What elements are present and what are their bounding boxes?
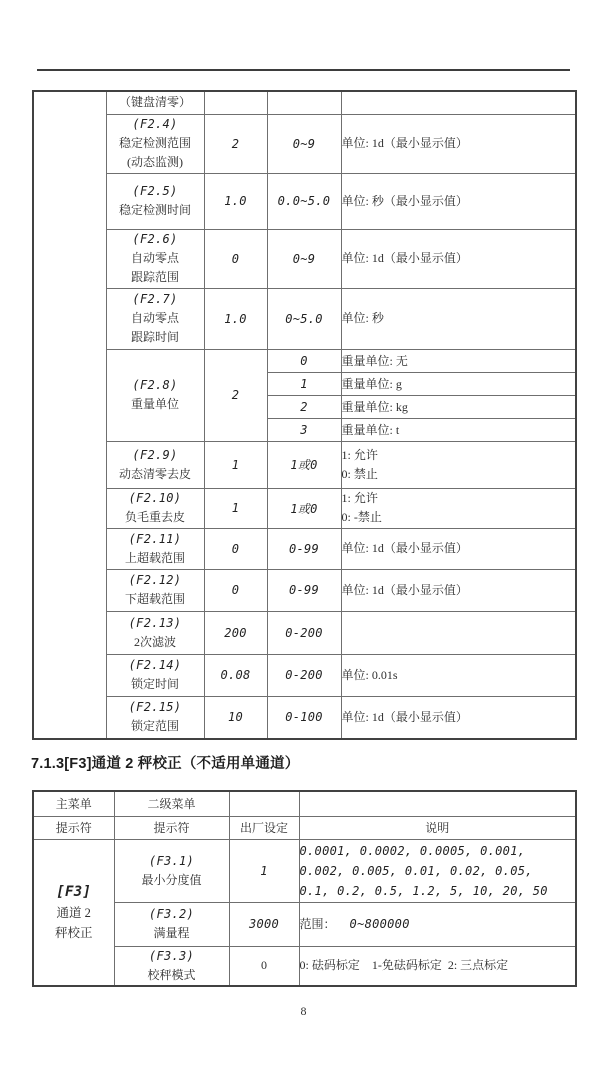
- description-cell: [299, 839, 576, 902]
- table-row: [33, 611, 576, 654]
- range-cell: 1或0: [267, 488, 341, 528]
- description-cell: [341, 114, 576, 173]
- param-name: 2次滤波: [133, 634, 176, 649]
- param-name: (动态监测): [127, 155, 183, 169]
- param-code: (F2.7): [132, 292, 178, 306]
- option-desc-cell: 重量单位: t: [341, 418, 576, 441]
- description-cell: [299, 902, 576, 946]
- range-cell: 0-100: [267, 696, 341, 739]
- header-main-menu: 主菜单: [33, 791, 114, 816]
- option-code-cell: 3: [267, 418, 341, 441]
- description-line: 单位: 1d（最小显示值）: [341, 251, 468, 265]
- param-name: （键盘清零）: [118, 95, 191, 110]
- header-sub-menu: 二级菜单: [114, 791, 229, 816]
- range-value: 0~800000: [349, 917, 410, 931]
- range-cell: 0-99: [267, 528, 341, 569]
- main-menu-code: [F3]: [56, 884, 92, 900]
- table-row: [33, 696, 576, 739]
- param-code: (F2.5): [132, 184, 178, 198]
- table-row: [33, 114, 576, 173]
- description-line: 单位: 秒: [341, 311, 384, 325]
- table-row: [33, 173, 576, 229]
- param-name: 跟踪时间: [130, 330, 179, 344]
- description-cell: [341, 611, 576, 654]
- param-name-cell: [106, 91, 204, 114]
- param-code: (F3.3): [148, 948, 195, 963]
- description-line: 1: 允许: [341, 447, 378, 462]
- param-code: (F2.10): [128, 491, 182, 505]
- param-code: (F2.11): [128, 531, 182, 546]
- default-value-cell: 10: [204, 696, 267, 739]
- description-cell: [341, 528, 576, 569]
- param-code: (F2.8): [132, 378, 178, 392]
- default-value-cell: 1: [204, 488, 267, 528]
- param-code: (F3.2): [148, 907, 195, 921]
- table-row: [33, 902, 576, 946]
- range-cell: [267, 91, 341, 114]
- table-row: [33, 288, 576, 349]
- description-cell: [299, 946, 576, 986]
- description-line: 单位: 1d（最小显示值）: [341, 136, 468, 150]
- main-menu-name: 秤校正: [54, 926, 93, 940]
- param-name-cell: [114, 902, 229, 946]
- param-code: (F2.12): [128, 573, 182, 587]
- range-cell: 0-200: [267, 654, 341, 696]
- param-name: 负毛重去皮: [124, 510, 185, 524]
- table-row: [33, 569, 576, 611]
- table-row: [33, 488, 576, 528]
- param-code: (F3.1): [148, 853, 195, 868]
- param-name: 自动零点: [130, 251, 179, 265]
- table-row: [33, 229, 576, 288]
- param-name-cell: [106, 654, 204, 696]
- header-empty-cell: [299, 791, 576, 816]
- description-cell: [341, 288, 576, 349]
- param-name: 上超载范围: [124, 550, 185, 565]
- default-value-cell: 200: [204, 611, 267, 654]
- header-factory-setting: 出厂设定: [229, 816, 299, 839]
- description-line: 0.1, 0.2, 0.5, 1.2, 5, 10, 20, 50: [299, 883, 548, 898]
- param-name: 动态清零去皮: [118, 466, 191, 481]
- default-value-cell: 0: [204, 229, 267, 288]
- option-code-cell: 0: [267, 349, 341, 372]
- description-line: 单位: 1d（最小显示值）: [341, 709, 468, 724]
- description-line: 0: 砝码标定 1-免砝码标定 2: 三点标定: [299, 958, 509, 972]
- description-line: 0: -禁止: [341, 510, 382, 524]
- param-name: 自动零点: [130, 311, 179, 325]
- table-row: [33, 946, 576, 986]
- param-code: (F2.6): [132, 232, 178, 246]
- default-value-cell: 2: [204, 349, 267, 441]
- description-cell: [341, 173, 576, 229]
- table-row: [33, 349, 576, 372]
- range-cell: 0~5.0: [267, 288, 341, 349]
- parameter-table-f2: [32, 90, 577, 740]
- range-cell: 0~9: [267, 114, 341, 173]
- description-line: 0.0001, 0.0002, 0.0005, 0.001,: [299, 843, 526, 858]
- default-value-cell: 0: [229, 946, 299, 986]
- param-code: (F2.4): [132, 117, 178, 131]
- option-code-cell: 1: [267, 372, 341, 395]
- param-name-cell: [106, 349, 204, 441]
- default-value-cell: 0.08: [204, 654, 267, 696]
- param-name-cell: [106, 569, 204, 611]
- header-description: 说明: [299, 816, 576, 839]
- param-code: (F2.14): [128, 658, 182, 672]
- param-name-cell: [106, 441, 204, 488]
- option-code-cell: 2: [267, 395, 341, 418]
- param-name-cell: [114, 839, 229, 902]
- description-line: 0.002, 0.005, 0.01, 0.02, 0.05,: [299, 863, 533, 878]
- header-prompt: 提示符: [33, 816, 114, 839]
- table-header-row: [33, 791, 576, 816]
- table-row: [33, 654, 576, 696]
- table-row: [33, 441, 576, 488]
- page-number: 8: [300, 1004, 307, 1018]
- param-name: 最小分度值: [141, 872, 202, 887]
- parameter-table-f3: [32, 790, 577, 987]
- main-menu-name: 通道 2: [56, 906, 91, 920]
- range-cell: 0.0~5.0: [267, 173, 341, 229]
- param-code: (F2.15): [128, 700, 182, 715]
- main-menu-cell: [33, 839, 114, 986]
- default-value-cell: 0: [204, 528, 267, 569]
- param-name: 稳定检测时间: [118, 203, 191, 217]
- param-name-cell: [106, 528, 204, 569]
- description-line: 1: 允许: [341, 491, 378, 505]
- table-header-row: [33, 816, 576, 839]
- option-desc-cell: 重量单位: kg: [341, 395, 576, 418]
- description-cell: [341, 229, 576, 288]
- param-code: (F2.9): [132, 447, 178, 462]
- param-name: 校秤模式: [147, 967, 196, 982]
- option-desc-cell: 重量单位: 无: [341, 349, 576, 372]
- param-name-cell: [106, 696, 204, 739]
- param-name-cell: [106, 288, 204, 349]
- option-desc-cell: 重量单位: g: [341, 372, 576, 395]
- range-cell: 0-99: [267, 569, 341, 611]
- default-value-cell: 0: [204, 569, 267, 611]
- description-cell: [341, 441, 576, 488]
- param-name-cell: [106, 229, 204, 288]
- param-name: 稳定检测范围: [118, 136, 191, 150]
- default-value-cell: 2: [204, 114, 267, 173]
- header-empty-cell: [229, 791, 299, 816]
- param-name-cell: [106, 488, 204, 528]
- range-label: 范围：: [299, 917, 336, 931]
- table-row: [33, 839, 576, 902]
- description-cell: [341, 654, 576, 696]
- header-prompt: 提示符: [114, 816, 229, 839]
- description-line: 单位: 1d（最小显示值）: [341, 541, 468, 555]
- default-value-cell: 3000: [229, 902, 299, 946]
- param-name-cell: [106, 114, 204, 173]
- param-name-cell: [106, 611, 204, 654]
- param-name: 重量单位: [130, 397, 179, 411]
- default-value-cell: 1: [229, 839, 299, 902]
- header-rule: [37, 69, 570, 71]
- param-name: 下超载范围: [124, 592, 185, 606]
- param-name: 跟踪范围: [130, 270, 179, 284]
- section-heading: 7.1.3[F3]通道 2 秤校正（不适用单通道）: [31, 756, 300, 772]
- param-name-cell: [106, 173, 204, 229]
- default-value-cell: 1.0: [204, 288, 267, 349]
- default-value-cell: 1.0: [204, 173, 267, 229]
- description-cell: [341, 696, 576, 739]
- main-menu-empty-cell: [33, 91, 106, 739]
- param-name: 锁定时间: [130, 677, 179, 691]
- description-cell: [341, 569, 576, 611]
- range-cell: 1或0: [267, 441, 341, 488]
- description-line: 0: 禁止: [341, 466, 378, 481]
- range-cell: 0~9: [267, 229, 341, 288]
- table-row: [33, 91, 576, 114]
- description-line: 单位: 秒（最小显示值）: [341, 193, 468, 208]
- description-line: 单位: 0.01s: [341, 667, 398, 682]
- default-value-cell: 1: [204, 441, 267, 488]
- default-value-cell: [204, 91, 267, 114]
- description-line: 单位: 1d（最小显示值）: [341, 582, 468, 597]
- range-cell: 0-200: [267, 611, 341, 654]
- param-name-cell: [114, 946, 229, 986]
- param-name: 满量程: [153, 926, 190, 940]
- param-name: 锁定范围: [130, 719, 179, 734]
- description-cell: [341, 488, 576, 528]
- table-row: [33, 528, 576, 569]
- param-code: (F2.13): [128, 615, 182, 630]
- description-cell: [341, 91, 576, 114]
